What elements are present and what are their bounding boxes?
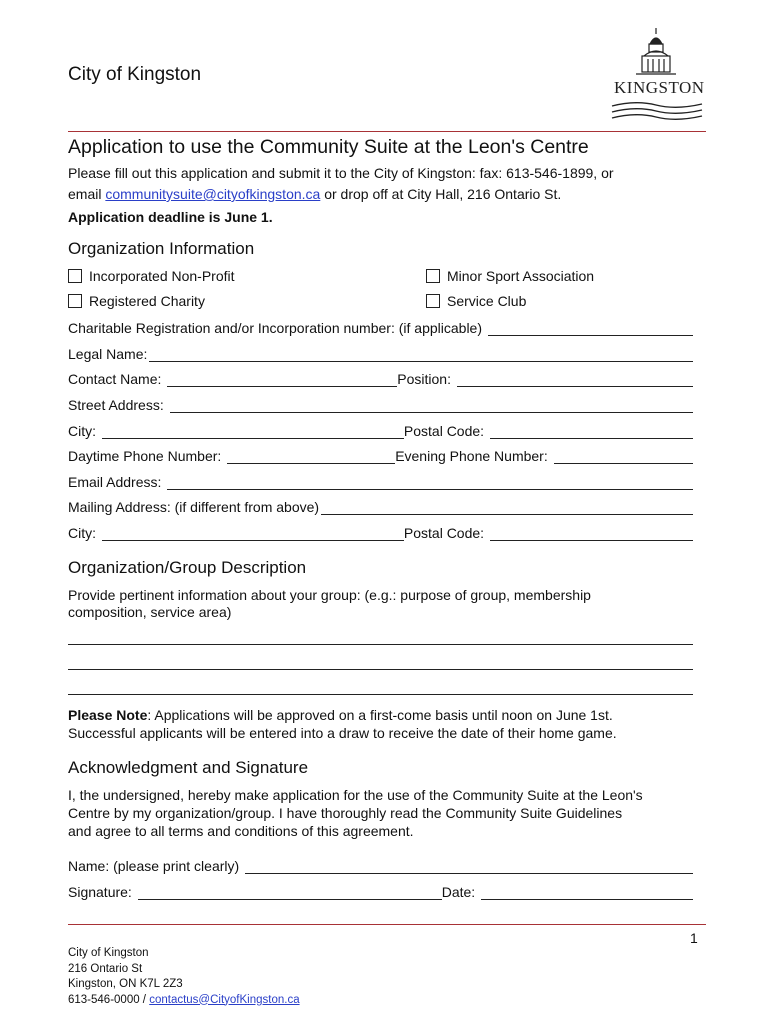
water-waves-icon <box>606 100 706 122</box>
field-label: City: <box>68 423 100 439</box>
checkbox-label: Minor Sport Association <box>447 268 595 284</box>
signature-input[interactable] <box>138 885 442 900</box>
mailing-postal-input[interactable] <box>490 526 693 541</box>
field-label: Mailing Address: (if different from above) <box>68 499 320 515</box>
contact-name-input[interactable] <box>167 372 397 387</box>
intro-dropoff-text: or drop off at City Hall, 216 Ontario St. <box>320 186 562 202</box>
organization-name: City of Kingston <box>68 64 202 85</box>
checkbox-box[interactable] <box>68 294 82 308</box>
field-label: Daytime Phone Number: <box>68 448 226 464</box>
mailing-address-field[interactable] <box>68 497 693 515</box>
checkbox-service-club[interactable] <box>426 292 526 310</box>
checkbox-minor-sport[interactable] <box>426 267 594 285</box>
description-input-line[interactable] <box>68 694 693 695</box>
footer-org: City of Kingston <box>68 947 149 959</box>
contact-position-row <box>68 369 693 387</box>
checkbox-label: Registered Charity <box>89 293 205 309</box>
intro-line-1: Please fill out this application and submit it to the City of Kingston: fax: 613-546-1899, or <box>68 165 614 181</box>
input-line[interactable] <box>321 500 693 515</box>
description-input-line[interactable] <box>68 669 693 670</box>
email-address-field[interactable] <box>68 472 693 490</box>
field-label: Legal Name: <box>68 346 148 362</box>
group-desc-line-2: composition, service area) <box>68 604 232 620</box>
mailing-city-input[interactable] <box>102 526 404 541</box>
checkbox-label: Service Club <box>447 293 527 309</box>
note-text: : Applications will be approved on a first-come basis until noon on June 1st. <box>147 707 613 723</box>
registration-number-field[interactable] <box>68 318 693 336</box>
field-label: Position: <box>397 371 455 387</box>
footer-address <box>68 946 300 1008</box>
ack-heading: Acknowledgment and Signature <box>68 758 309 777</box>
note-line-2: Successful applicants will be entered into a draw to receive the date of their home game. <box>68 725 617 741</box>
mailing-city-postal-row <box>68 523 693 541</box>
footer-street: 216 Ontario St <box>68 962 143 975</box>
city-hall-dome-icon <box>606 26 706 78</box>
deadline-notice: Application deadline is June 1. <box>68 209 273 225</box>
field-label: Name: (please print clearly) <box>68 858 244 874</box>
input-line[interactable] <box>488 321 693 336</box>
ack-line-3: and agree to all terms and conditions of this agreement. <box>68 823 414 839</box>
field-label: Postal Code: <box>403 423 488 439</box>
signature-date-row <box>68 882 693 900</box>
daytime-phone-input[interactable] <box>227 449 395 464</box>
checkbox-box[interactable] <box>426 294 440 308</box>
footer-email-link[interactable]: contactus@CityofKingston.ca <box>149 993 300 1006</box>
evening-phone-input[interactable] <box>554 449 693 464</box>
field-label: City: <box>68 525 100 541</box>
description-input-line[interactable] <box>68 644 693 645</box>
field-label: Evening Phone Number: <box>395 448 552 464</box>
street-address-field[interactable] <box>68 395 693 413</box>
field-label: Contact Name: <box>68 371 166 387</box>
group-desc-heading: Organization/Group Description <box>68 558 307 577</box>
field-label: Date: <box>441 884 480 900</box>
date-input[interactable] <box>481 885 693 900</box>
checkbox-nonprofit[interactable] <box>68 267 235 285</box>
kingston-logo <box>606 26 706 122</box>
checkbox-box[interactable] <box>68 269 82 283</box>
city-input[interactable] <box>102 424 404 439</box>
checkbox-box[interactable] <box>426 269 440 283</box>
field-label: Email Address: <box>68 474 166 490</box>
city-postal-row <box>68 421 693 439</box>
footer-divider <box>68 924 706 925</box>
field-label: Street Address: <box>68 397 168 413</box>
page-title: Application to use the Community Suite at the Leon's Centre <box>68 136 589 158</box>
intro-email-prefix: email <box>68 186 106 202</box>
intro-line-2 <box>68 185 703 204</box>
input-line[interactable] <box>167 475 693 490</box>
field-label: Charitable Registration and/or Incorporation number: (if applicable) <box>68 320 486 336</box>
note-label: Please Note <box>68 707 148 723</box>
checkbox-label: Incorporated Non-Profit <box>89 268 235 284</box>
phone-row <box>68 446 693 464</box>
legal-name-field[interactable] <box>68 344 693 362</box>
footer-phone: 613-546-0000 / <box>68 993 150 1006</box>
checkbox-charity[interactable] <box>68 292 205 310</box>
input-line[interactable] <box>245 859 693 874</box>
page-number: 1 <box>690 930 698 946</box>
position-input[interactable] <box>457 372 693 387</box>
footer-contact <box>68 993 300 1009</box>
ack-line-2: Centre by my organization/group. I have thoroughly read the Community Suite Guidelines <box>68 805 623 821</box>
email-link[interactable]: communitysuite@cityofkingston.ca <box>105 186 321 202</box>
header-divider <box>68 131 706 132</box>
ack-line-1: I, the undersigned, hereby make application for the use of the Community Suite at the Leon's <box>68 787 643 803</box>
logo-wordmark: KINGSTON <box>614 78 705 97</box>
org-info-heading: Organization Information <box>68 239 255 258</box>
group-desc-line-1: Provide pertinent information about your group: (e.g.: purpose of group, membership <box>68 587 591 603</box>
print-name-field[interactable] <box>68 856 693 874</box>
input-line[interactable] <box>170 398 693 413</box>
input-line[interactable] <box>149 347 693 362</box>
postal-code-input[interactable] <box>490 424 693 439</box>
field-label: Signature: <box>68 884 136 900</box>
note-line-1 <box>68 706 703 725</box>
field-label: Postal Code: <box>403 525 488 541</box>
footer-city: Kingston, ON K7L 2Z3 <box>68 978 183 990</box>
